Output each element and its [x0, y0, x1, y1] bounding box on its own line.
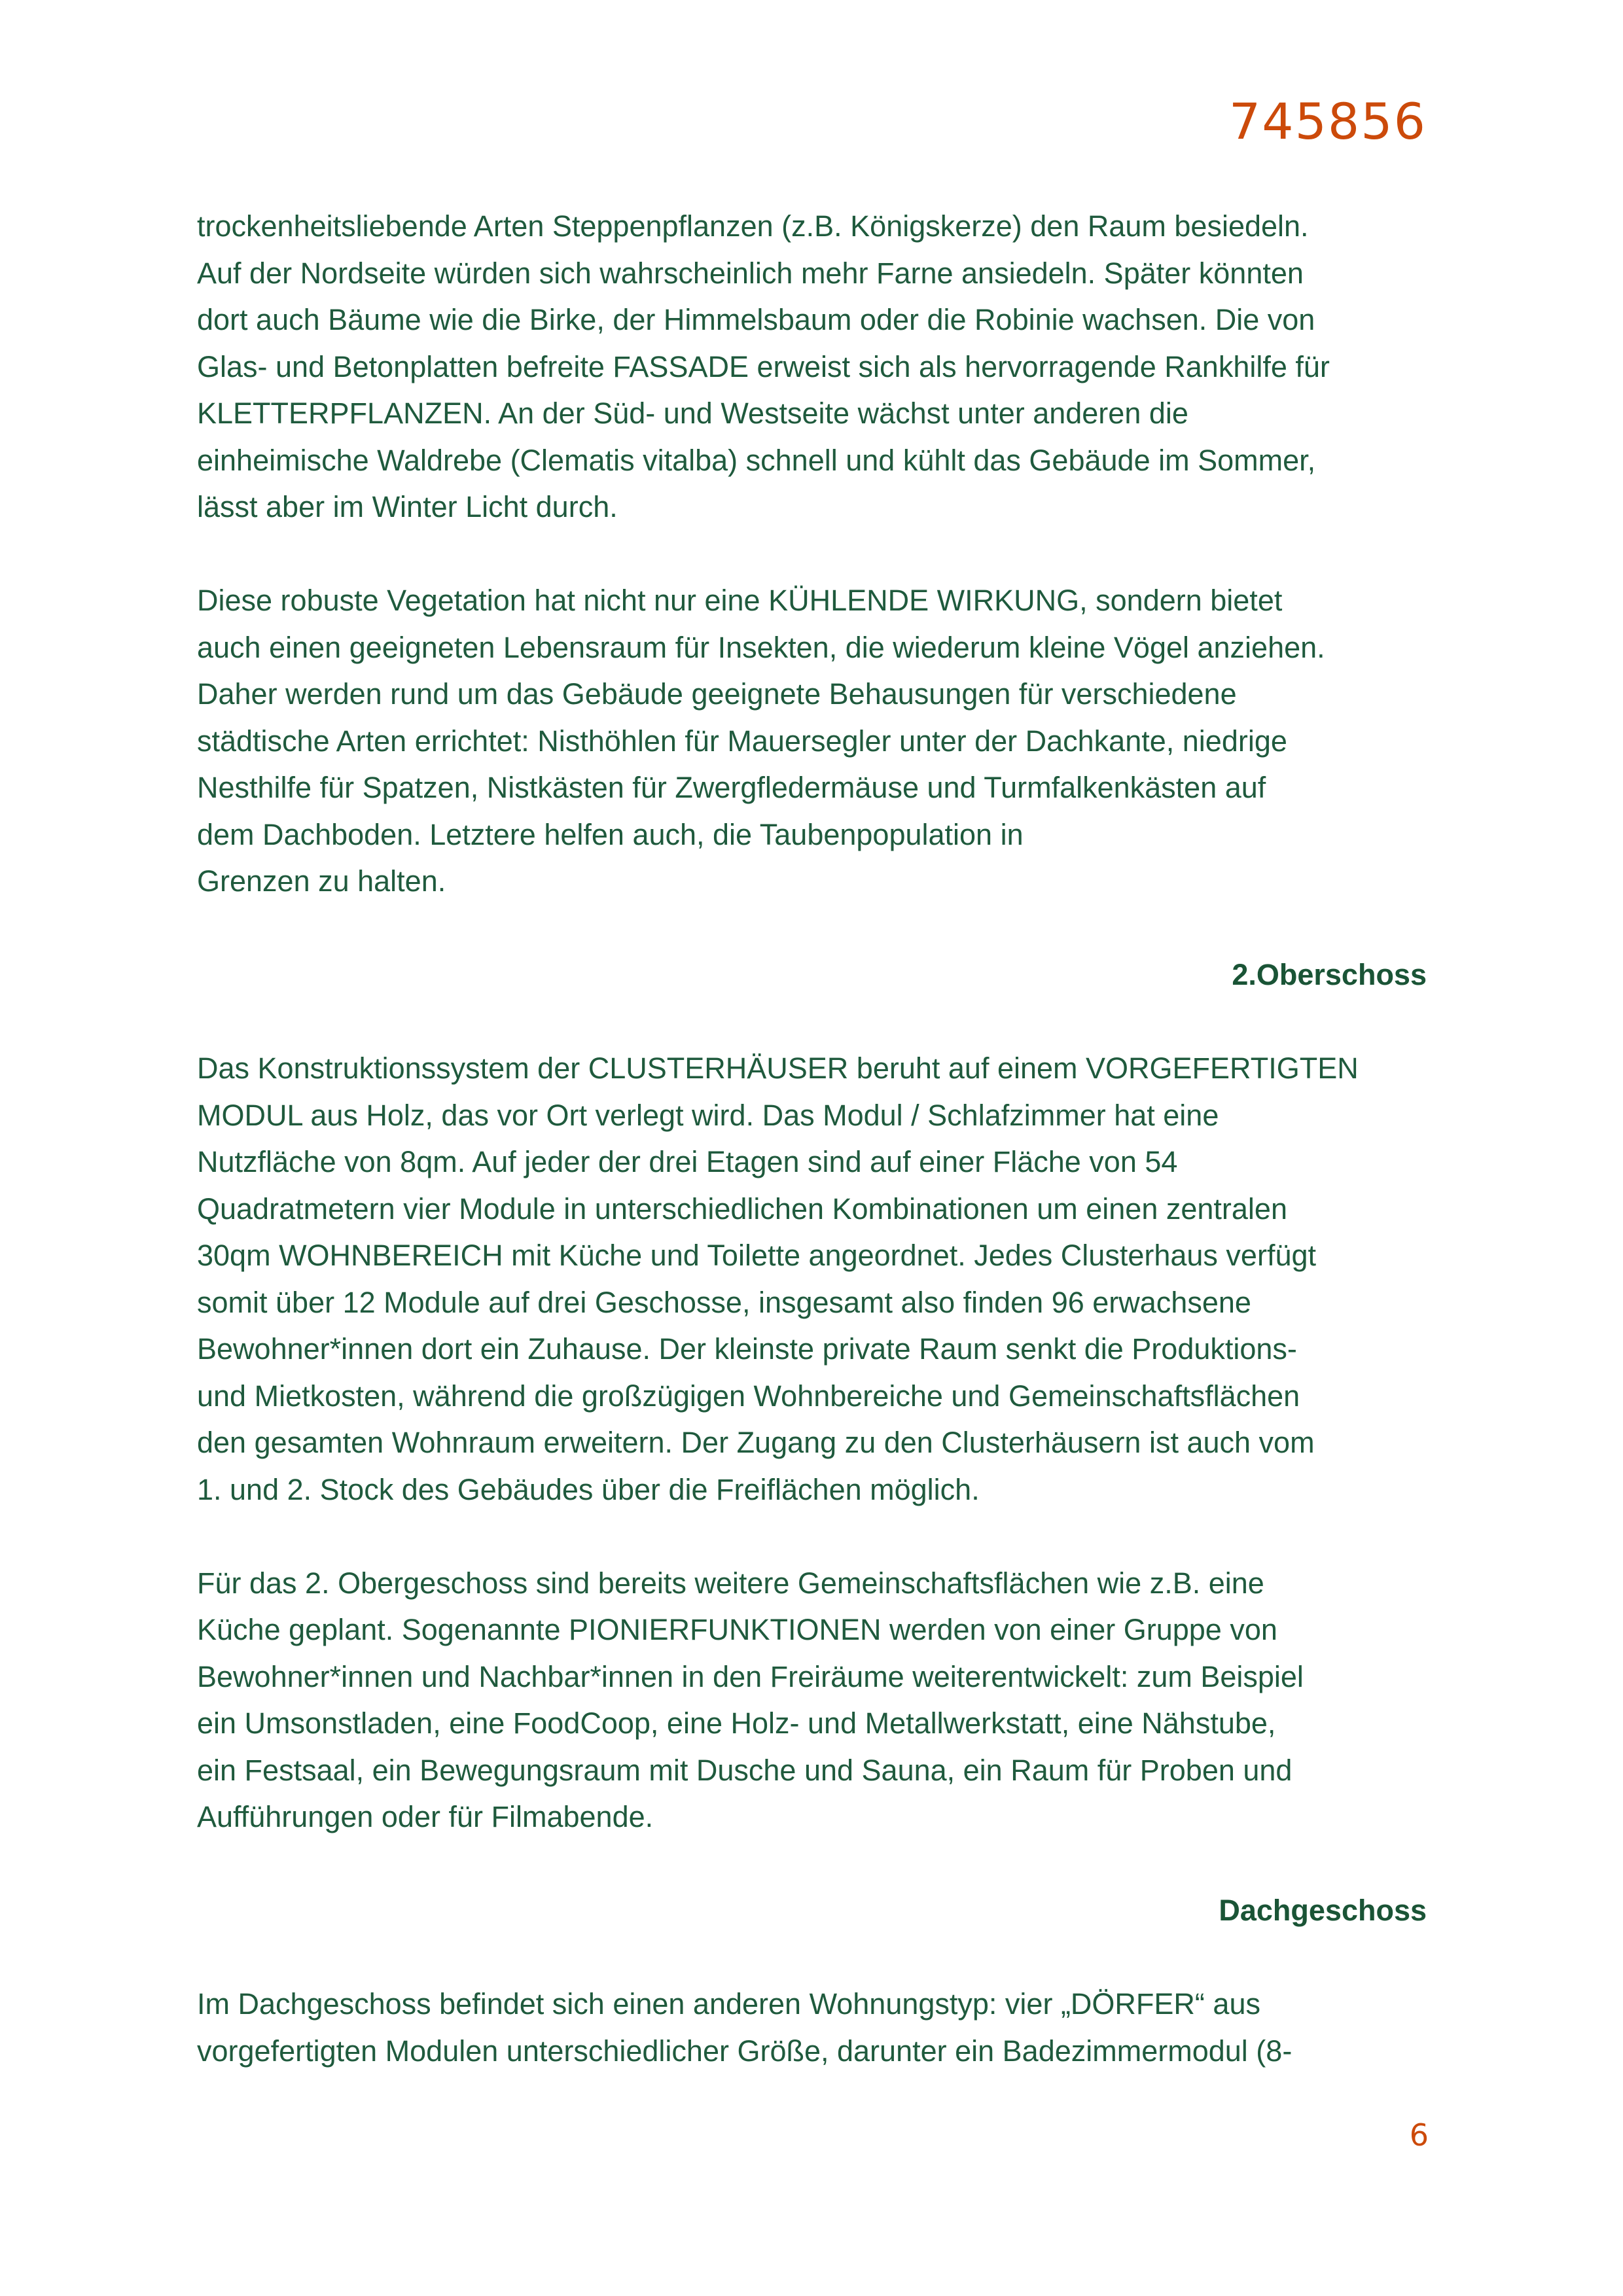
paragraph-gap [197, 1934, 1440, 1981]
text-line: Quadratmetern vier Module in unterschiedlichen Kombinationen um einen zentralen [197, 1192, 1287, 1226]
text-line: Nutzfläche von 8qm. Auf jeder der drei Etagen sind auf einer Fläche von 54 [197, 1145, 1178, 1178]
text-line: einheimische Waldrebe (Clematis vitalba) schnell und kühlt das Gebäude im Sommer, [197, 443, 1316, 477]
text-line: lässt aber im Winter Licht durch. [197, 490, 618, 523]
paragraph-gap [197, 1513, 1440, 1560]
text-line: KLETTERPFLANZEN. An der Süd- und Westseite wächst unter anderen die [197, 397, 1188, 430]
text-line: auch einen geeigneten Lebensraum für Insekten, die wiederum kleine Vögel anziehen. [197, 630, 1325, 664]
paragraph-gap [197, 531, 1440, 578]
text-line: dort auch Bäume wie die Birke, der Himmelsbaum oder die Robinie wachsen. Die von [197, 303, 1315, 336]
text-line: dem Dachboden. Letztere helfen auch, die Taubenpopulation in [197, 817, 1024, 851]
text-line: Bewohner*innen und Nachbar*innen in den Freiräume weiterentwickelt: zum Beispiel [197, 1659, 1304, 1693]
text-line: den gesamten Wohnraum erweitern. Der Zugang zu den Clusterhäusern ist auch vom [197, 1426, 1315, 1459]
paragraph-gap [197, 1841, 1440, 1888]
text-line: Das Konstruktionssystem der CLUSTERHÄUSER beruht auf einem VORGEFERTIGTEN [197, 1051, 1359, 1085]
page-number: 6 [1409, 2117, 1429, 2153]
text-line: ein Umsonstladen, eine FoodCoop, eine Holz- und Metallwerkstatt, eine Nähstube, [197, 1706, 1276, 1740]
text-line: vorgefertigten Modulen unterschiedlicher Größe, darunter ein Badezimmermodul (8- [197, 2034, 1293, 2068]
paragraph-gap [197, 998, 1440, 1046]
text-line: und Mietkosten, während die großzügigen Wohnbereiche und Gemeinschaftsflächen [197, 1379, 1300, 1413]
paragraph-dachgeschoss [197, 1981, 1440, 2074]
text-line: Glas- und Betonplatten befreite FASSADE erweist sich als hervorragende Rankhilfe für [197, 349, 1330, 383]
text-line: Aufführungen oder für Filmabende. [197, 1800, 654, 1833]
paragraph-gap [197, 905, 1440, 952]
text-line: ein Festsaal, ein Bewegungsraum mit Dusche und Sauna, ein Raum für Proben und [197, 1753, 1293, 1787]
text-line: Diese robuste Vegetation hat nicht nur eine KÜHLENDE WIRKUNG, sondern bietet [197, 584, 1283, 617]
text-line: Für das 2. Obergeschoss sind bereits weitere Gemeinschaftsflächen wie z.B. eine [197, 1566, 1264, 1600]
text-line: Grenzen zu halten. [197, 864, 446, 898]
paragraph-pionierfunktionen [197, 1560, 1440, 1841]
text-line: MODUL aus Holz, das vor Ort verlegt wird. Das Modul / Schlafzimmer hat eine [197, 1098, 1219, 1132]
document-id: 745856 [1228, 92, 1427, 150]
text-line: Küche geplant. Sogenannte PIONIERFUNKTIONEN werden von einer Gruppe von [197, 1613, 1277, 1646]
paragraph-vegetation [197, 203, 1440, 531]
text-line: Nesthilfe für Spatzen, Nistkästen für Zwergfledermäuse und Turmfalkenkästen auf [197, 771, 1266, 804]
paragraph-habitat [197, 577, 1440, 905]
section-heading-dachgeschoss: Dachgeschoss [1219, 1894, 1427, 1927]
text-line: 30qm WOHNBEREICH mit Küche und Toilette angeordnet. Jedes Clusterhaus verfügt [197, 1239, 1316, 1272]
text-line: somit über 12 Module auf drei Geschosse, insgesamt also finden 96 erwachsene [197, 1285, 1251, 1319]
text-line: Daher werden rund um das Gebäude geeignete Behausungen für verschiedene [197, 677, 1237, 711]
section-heading-oberschoss: 2.Oberschoss [1232, 958, 1427, 991]
text-line: Auf der Nordseite würden sich wahrscheinlich mehr Farne ansiedeln. Später könnten [197, 256, 1304, 290]
text-line: städtische Arten errichtet: Nisthöhlen für Mauersegler unter der Dachkante, niedrige [197, 724, 1287, 758]
text-line: Im Dachgeschoss befindet sich einen anderen Wohnungstyp: vier „DÖRFER“ aus [197, 1987, 1260, 2021]
text-line: Bewohner*innen dort ein Zuhause. Der kleinste private Raum senkt die Produktions- [197, 1332, 1297, 1366]
paragraph-clusterhaeuser [197, 1045, 1440, 1513]
text-line: trockenheitsliebende Arten Steppenpflanzen (z.B. Königskerze) den Raum besiedeln. [197, 209, 1309, 243]
body-text [197, 203, 1440, 2074]
text-line: 1. und 2. Stock des Gebäudes über die Freiflächen möglich. [197, 1472, 980, 1506]
